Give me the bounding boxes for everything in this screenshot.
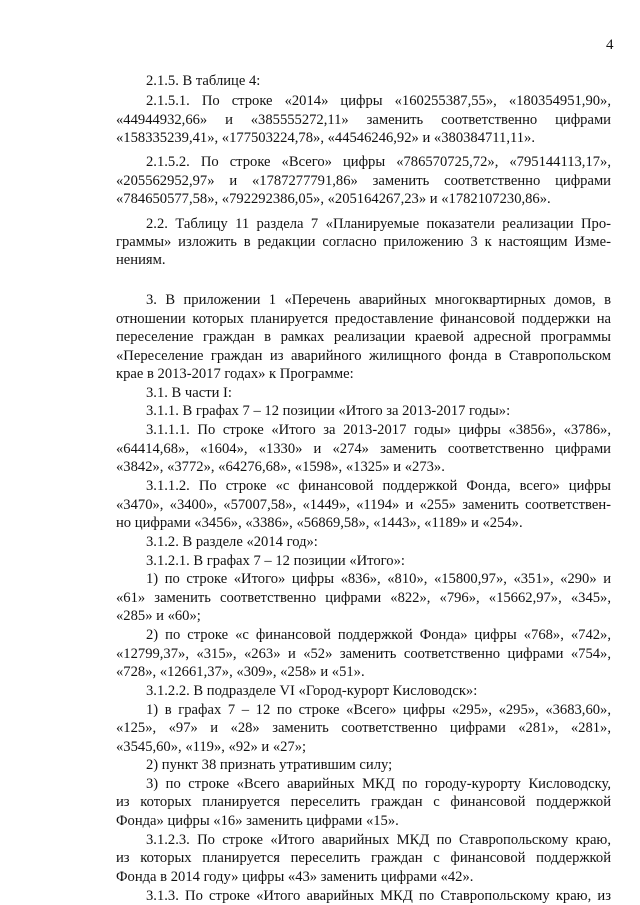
text-line: 3.1.2. В разделе «2014 год»: (146, 534, 318, 550)
text-line: «205562952,97» и «1787277791,86» заменить соответственно цифрами (116, 173, 611, 189)
text-line: 2.1.5.1. По строке «2014» цифры «160255387,55», «180354951,90», (146, 93, 611, 109)
text-line: крае в 2013-2017 годах» к Программе: (116, 366, 354, 382)
text-line: «61» заменить соответственно цифрами «822», «796», «15662,97», «345», (116, 590, 611, 606)
text-line: граммы» изложить в редакции согласно приложению 3 к настоящим Изме- (116, 234, 611, 250)
text-line: из которых планируется переселить граждан с финансовой поддержкой (116, 850, 611, 866)
text-line: 2) по строке «с финансовой поддержкой Фонда» цифры «768», «742», (146, 627, 611, 643)
text-line: 3.1.2.3. По строке «Итого аварийных МКД по Ставропольскому краю, (146, 832, 611, 848)
text-line: «3470», «3400», «57007,58», «1449», «1194» и «255» заменить соответствен- (116, 497, 611, 513)
page-number: 4 (606, 37, 614, 53)
text-line: «Переселение граждан из аварийного жилищного фонда в Ставропольском (116, 348, 611, 364)
text-line: 3.1.1. В графах 7 – 12 позиции «Итого за 2013-2017 годы»: (146, 403, 511, 419)
text-line: «3545,60», «119», «92» и «27»; (116, 739, 307, 755)
text-line: Фонда» цифры «16» заменить цифрами «15». (116, 813, 399, 829)
text-line: «12799,37», «315», «263» и «52» заменить соответственно цифрами «754», (116, 646, 611, 662)
text-line: 3.1.1.1. По строке «Итого за 2013-2017 годы» цифры «3856», «3786», (146, 422, 611, 438)
text-line: 3.1.2.1. В графах 7 – 12 позиции «Итого»: (146, 553, 405, 569)
text-line: «64414,68», «1604», «1330» и «274» заменить соответственно цифрами (116, 441, 611, 457)
text-line: переселение граждан в рамках реализации краевой адресной программы (116, 329, 611, 345)
text-line: 2.2. Таблицу 11 раздела 7 «Планируемые показатели реализации Про- (146, 216, 611, 232)
text-line: 1) по строке «Итого» цифры «836», «810», «15800,97», «351», «290» и (146, 571, 611, 587)
text-line: «285» и «60»; (116, 608, 201, 624)
text-line: «125», «97» и «28» заменить соответственно цифрами «281», «281», (116, 720, 611, 736)
text-line: 3.1.1.2. По строке «с финансовой поддержкой Фонда, всего» цифры (146, 478, 611, 494)
text-line: 3.1.2.2. В подразделе VI «Город-курорт Кисловодск»: (146, 683, 478, 699)
text-line: 1) в графах 7 – 12 по строке «Всего» цифры «295», «295», «3683,60», (146, 702, 611, 718)
text-line: 2.1.5. В таблице 4: (146, 73, 261, 89)
text-line: из которых планируется переселить граждан с финансовой поддержкой (116, 794, 611, 810)
text-line: «784650577,58», «792292386,05», «205164267,23» и «1782107230,86». (116, 191, 551, 207)
text-line: 3. В приложении 1 «Перечень аварийных многоквартирных домов, в (146, 292, 611, 308)
text-line: «3842», «3772», «64276,68», «1598», «1325» и «273». (116, 459, 445, 475)
text-line: «44944932,66» и «385555272,11» заменить соответственно цифрами (116, 112, 611, 128)
text-line: 2) пункт 38 признать утратившим силу; (146, 757, 393, 773)
text-line: отношении которых планируется предоставление финансовой поддержки на (116, 311, 611, 327)
text-line: 3.1.3. По строке «Итого аварийных МКД по Ставропольскому краю, из (146, 888, 611, 904)
text-line: 2.1.5.2. По строке «Всего» цифры «786570725,72», «795144113,17», (146, 154, 611, 170)
text-line: «158335239,41», «177503224,78», «44546246,92» и «380384711,11». (116, 130, 535, 146)
text-line: «728», «12661,37», «309», «258» и «51». (116, 664, 365, 680)
text-line: Фонда в 2014 году» цифры «43» заменить цифрами «42». (116, 869, 474, 885)
text-line: 3) по строке «Всего аварийных МКД по городу-курорту Кисловодску, (146, 776, 611, 792)
text-line: но цифрами «3456», «3386», «56869,58», «1443», «1189» и «254». (116, 515, 523, 531)
text-line: 3.1. В части I: (146, 385, 232, 401)
text-line: нениям. (116, 252, 166, 268)
